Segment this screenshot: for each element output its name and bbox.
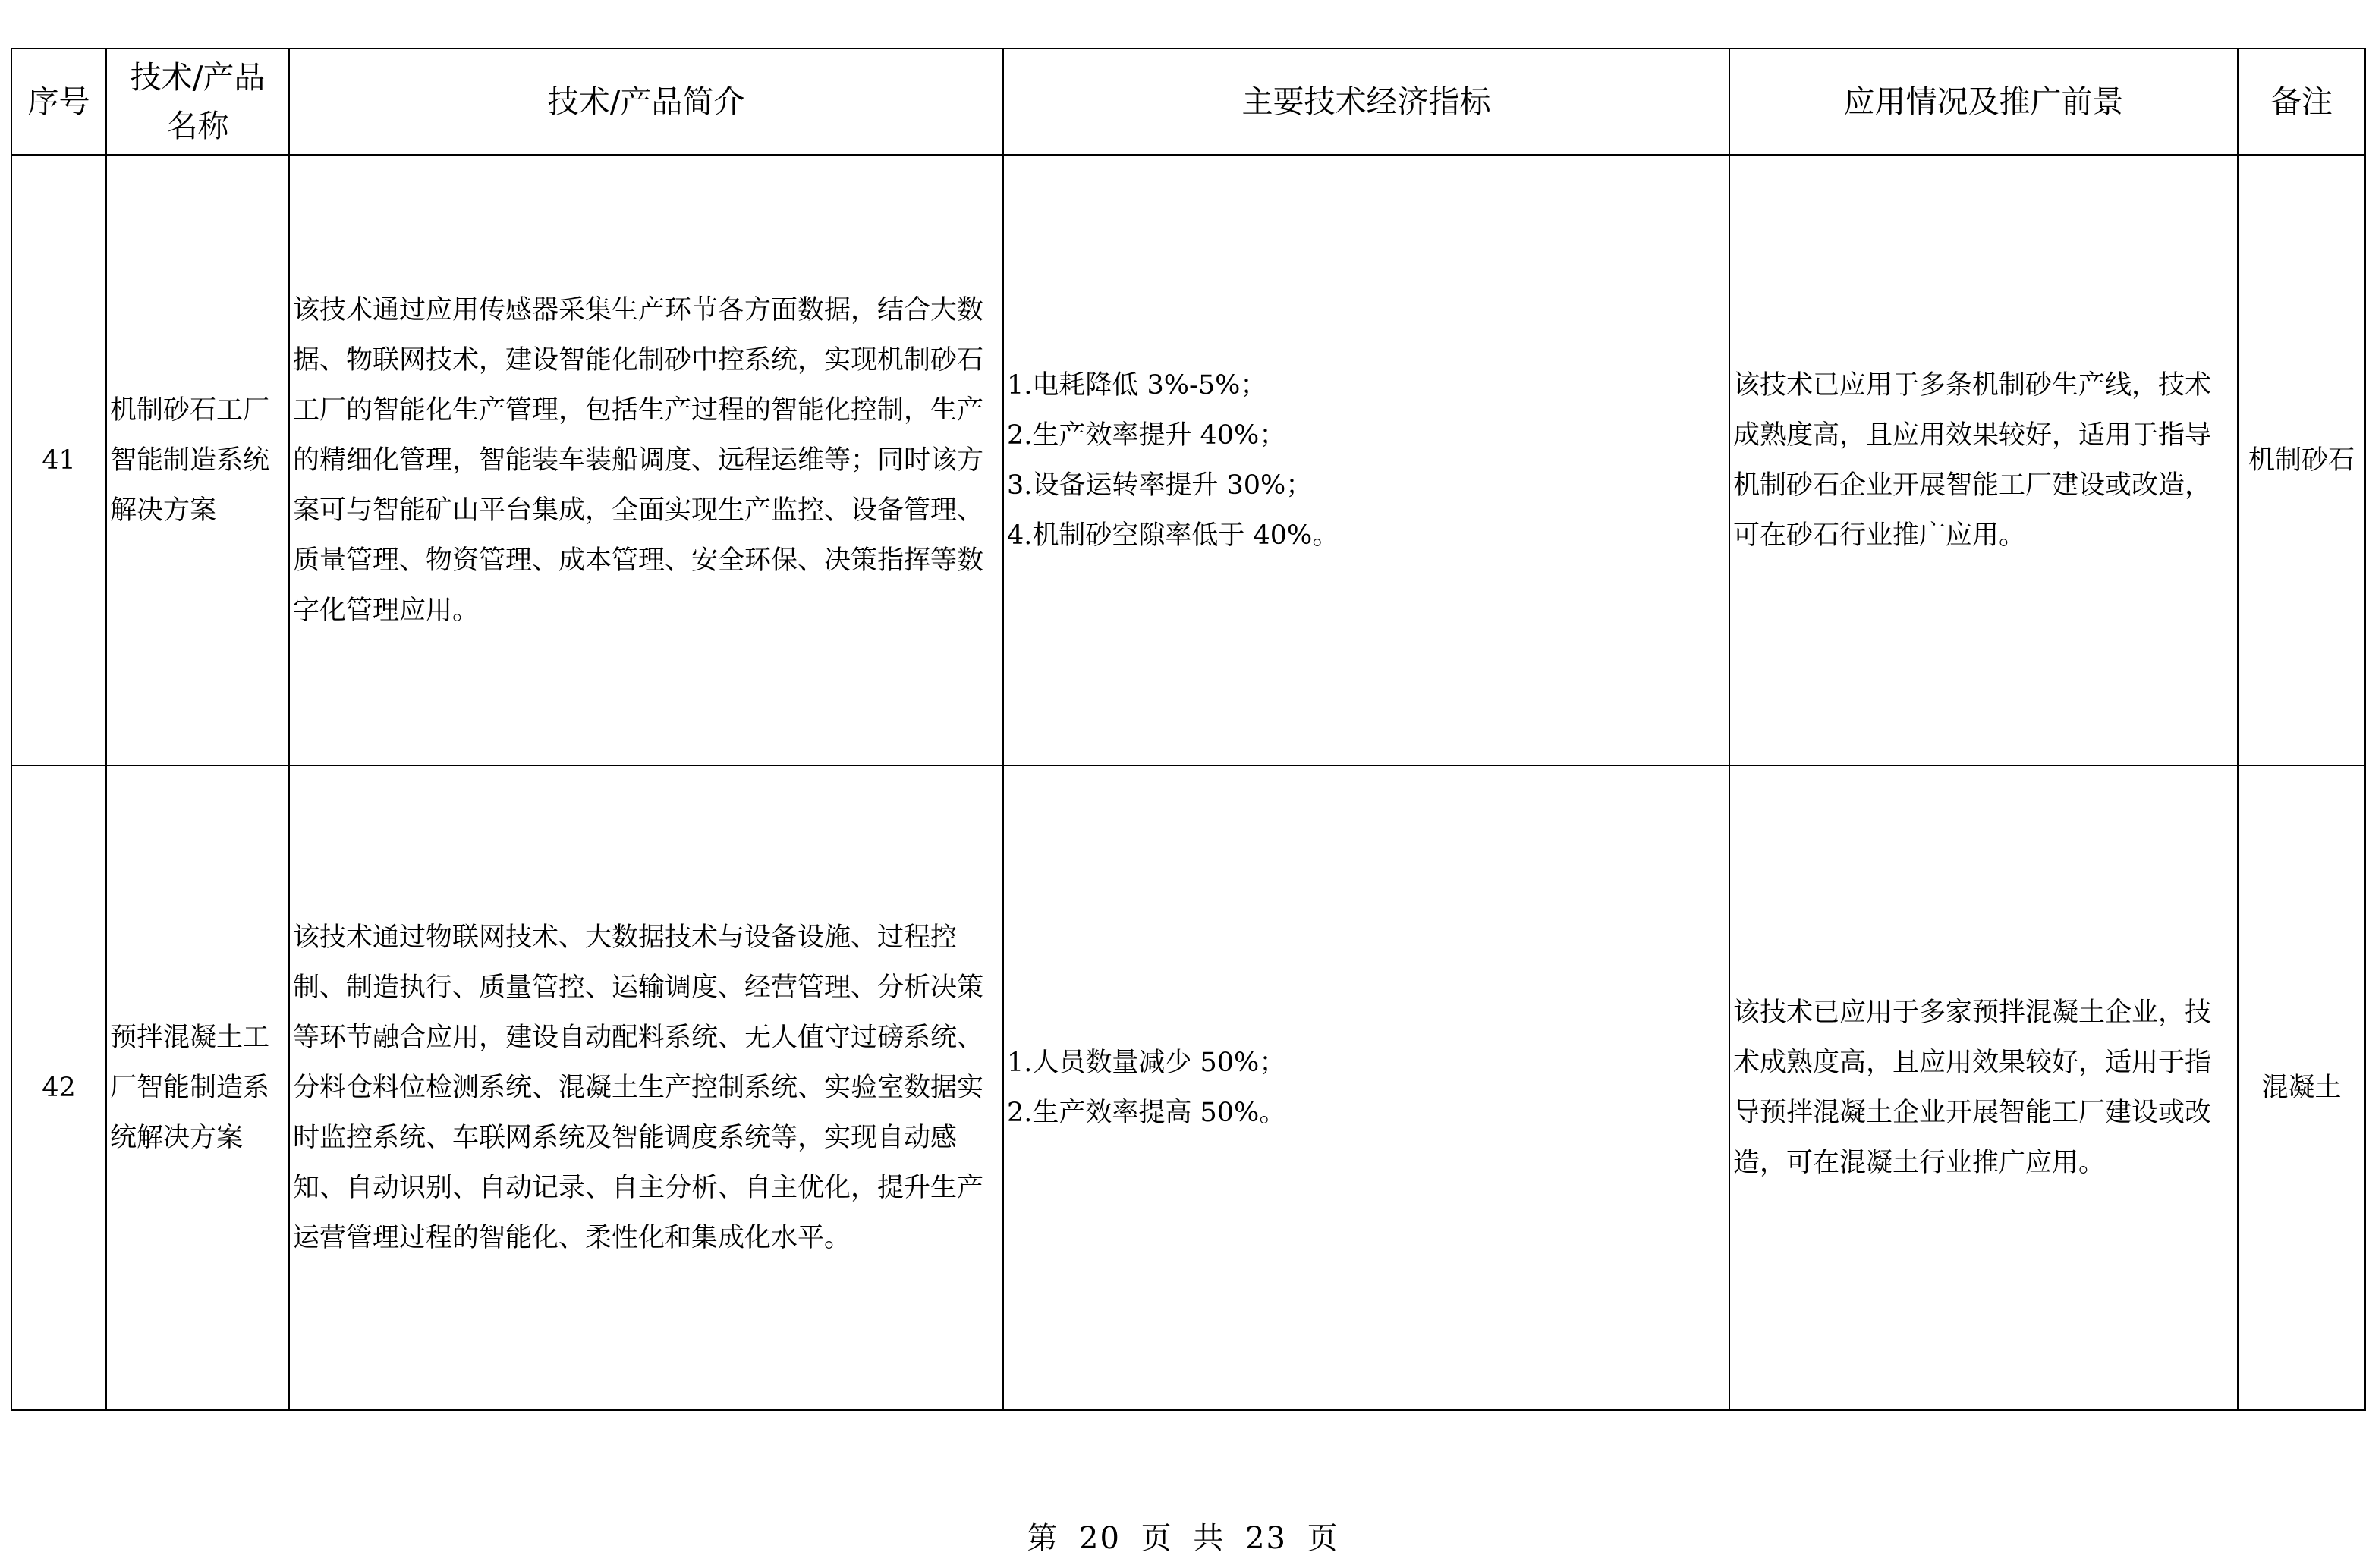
cell-name: 机制砂石工厂智能制造系统解决方案 [106,155,289,765]
header-intro: 技术/产品简介 [289,49,1003,155]
cell-seq: 41 [11,155,106,765]
header-application: 应用情况及推广前景 [1729,49,2238,155]
header-seq: 序号 [11,49,106,155]
cell-note: 混凝土 [2238,765,2365,1410]
table-row [11,155,2365,765]
cell-seq: 42 [11,765,106,1410]
table-row [11,765,2365,1410]
cell-note: 机制砂石 [2238,155,2365,765]
cell-metrics: 1.人员数量减少 50%； 2.生产效率提高 50%。 [1003,765,1729,1410]
cell-metrics: 1.电耗降低 3%-5%； 2.生产效率提升 40%； 3.设备运转率提升 30%； 4.机制砂空隙率低于 40%。 [1003,155,1729,765]
cell-intro: 该技术通过应用传感器采集生产环节各方面数据，结合大数据、物联网技术，建设智能化制砂中控系统，实现机制砂石工厂的智能化生产管理，包括生产过程的智能化控制，生产的精细化管理，智能装车装船调度、远程运维等；同时该方案可与智能矿山平台集成，全面实现生产监控、设备管理、质量管理、物资管理、成本管理、安全环保、决策指挥等数字化管理应用。 [289,155,1003,765]
cell-name: 预拌混凝土工厂智能制造系统解决方案 [106,765,289,1410]
header-metrics: 主要技术经济指标 [1003,49,1729,155]
header-name: 技术/产品 名称 [106,49,289,155]
cell-application: 该技术已应用于多家预拌混凝土企业，技术成熟度高，且应用效果较好，适用于指导预拌混凝土企业开展智能工厂建设或改造，可在混凝土行业推广应用。 [1729,765,2238,1410]
tech-product-table [11,48,2366,1411]
header-note: 备注 [2238,49,2365,155]
cell-application: 该技术已应用于多条机制砂生产线，技术成熟度高，且应用效果较好，适用于指导机制砂石企业开展智能工厂建设或改造，可在砂石行业推广应用。 [1729,155,2238,765]
table-header-row [11,49,2365,155]
page-number-footer: 第 20 页 共 23 页 [1027,1521,1339,1556]
cell-intro: 该技术通过物联网技术、大数据技术与设备设施、过程控制、制造执行、质量管控、运输调度、经营管理、分析决策等环节融合应用，建设自动配料系统、无人值守过磅系统、分料仓料位检测系统、混凝土生产控制系统、实验室数据实时监控系统、车联网系统及智能调度系统等，实现自动感知、自动识别、自动记录、自主分析、自主优化，提升生产运营管理过程的智能化、柔性化和集成化水平。 [289,765,1003,1410]
